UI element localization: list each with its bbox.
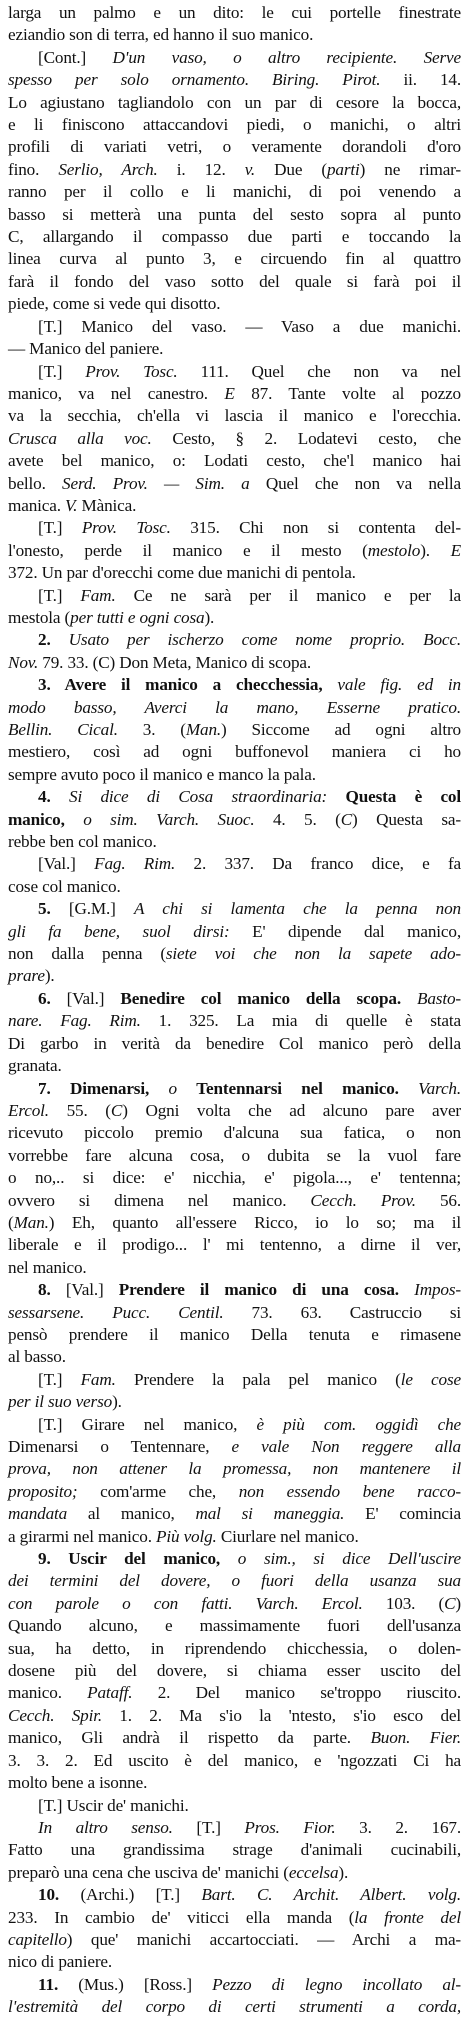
text-run: [T.] bbox=[38, 518, 82, 538]
text-run: In altro senso. bbox=[38, 1817, 197, 1837]
text-run: Tentennarsi nel manico. bbox=[196, 1078, 419, 1098]
text-line bbox=[8, 405, 461, 427]
text-run: Man. bbox=[13, 1212, 49, 1232]
text-run: Varch. bbox=[418, 1078, 462, 1098]
text-run: Due ( bbox=[274, 159, 327, 179]
text-line bbox=[8, 1884, 461, 1906]
text-run: o bbox=[168, 1078, 197, 1098]
text-run: per il suo verso bbox=[8, 1392, 113, 1412]
text-run: 8. bbox=[38, 1280, 66, 1300]
text-run: ) Questa sa- bbox=[352, 809, 461, 829]
text-run: [T.] Uscir de' manichi. bbox=[38, 1795, 189, 1815]
text-run: mestola ( bbox=[8, 607, 71, 627]
text-run: ) bbox=[455, 1593, 461, 1613]
text-line bbox=[8, 809, 461, 831]
text-run: Bellin. Cical. bbox=[8, 720, 143, 739]
text-run: ) que' manichi accartocciati. — Archi a ma- bbox=[66, 1929, 461, 1949]
text-run: Serd. Prov. — Sim. a bbox=[62, 473, 266, 493]
text-line bbox=[8, 831, 461, 853]
text-line bbox=[8, 1391, 461, 1413]
text-run: l'estremità del corpo di certi strumenti a corda, bbox=[8, 1997, 461, 2017]
text-line bbox=[8, 1750, 461, 1772]
text-line bbox=[8, 517, 461, 539]
text-run: ). bbox=[44, 966, 55, 986]
text-line bbox=[8, 226, 461, 248]
text-line bbox=[8, 248, 461, 270]
text-line bbox=[8, 338, 461, 360]
text-run: ). bbox=[112, 1392, 122, 1412]
text-run: Quando alcuno, e massimamente fuori dell'usanza bbox=[8, 1616, 461, 1636]
text-run: è più com. oggidì che bbox=[256, 1414, 461, 1434]
text-run: v. bbox=[244, 159, 275, 179]
text-run: [Cont.] bbox=[38, 47, 113, 67]
text-run: 6. bbox=[38, 988, 67, 1008]
text-line bbox=[8, 1122, 461, 1144]
text-run: 9. Uscir del manico, bbox=[38, 1549, 238, 1569]
text-line bbox=[8, 114, 461, 136]
text-run: preparò una cena che usciva de' manichi ( bbox=[8, 1862, 289, 1882]
text-line bbox=[8, 1772, 461, 1794]
text-line bbox=[8, 1593, 461, 1615]
text-run: manica. bbox=[8, 495, 66, 515]
text-run: Mànica. bbox=[81, 495, 137, 515]
text-run: E bbox=[450, 540, 461, 560]
text-run: prare bbox=[8, 966, 45, 986]
text-run: molto bene a isonne. bbox=[8, 1773, 148, 1793]
text-run: ( bbox=[8, 1212, 14, 1232]
text-run: Prov. Tosc. bbox=[85, 361, 201, 381]
text-line bbox=[8, 921, 461, 943]
text-run: [T.] bbox=[196, 1817, 245, 1837]
text-run: Fam. bbox=[80, 585, 134, 605]
text-line bbox=[8, 898, 461, 920]
text-run: vale fig. ed in bbox=[337, 675, 461, 695]
text-run: liberale e il prodigo... l' mi tentenno, a dirne il ver, bbox=[8, 1235, 461, 1255]
text-run: ) ne rimar- bbox=[359, 159, 461, 179]
text-line bbox=[8, 1279, 461, 1301]
text-run: ). bbox=[338, 1862, 349, 1882]
text-run: farà il fondo del vaso sotto del quale si farà poi il bbox=[8, 271, 461, 291]
text-run: sempre avuto poco il manico e manco la pala. bbox=[8, 764, 316, 784]
text-run: 2. 337. Da franco dice, e fa bbox=[193, 854, 462, 874]
text-run: i. 12. bbox=[176, 159, 245, 179]
text-run: manico, bbox=[8, 809, 84, 829]
text-run: [T.] Girare nel manico, bbox=[38, 1414, 257, 1434]
text-run: ovvero si dimena nel manico. bbox=[8, 1190, 311, 1210]
text-run: 1. 2. Ma s'io la 'ntesto, s'io esco del bbox=[119, 1705, 461, 1725]
text-line bbox=[8, 652, 461, 674]
text-line bbox=[8, 965, 461, 987]
text-run: spesso per solo ornamento. Biring. Pirot. bbox=[8, 70, 404, 90]
text-run: eccelsa bbox=[288, 1862, 339, 1882]
text-line bbox=[8, 786, 461, 808]
text-line bbox=[8, 450, 461, 472]
text-line bbox=[8, 674, 461, 696]
text-run: ii. 14. bbox=[403, 70, 461, 90]
text-run: C bbox=[110, 1100, 123, 1120]
text-run: al manico, bbox=[87, 1504, 196, 1524]
text-run: o sim. Varch. Suoc. bbox=[83, 809, 273, 829]
text-run: Quel che non va nella bbox=[265, 473, 461, 493]
text-line bbox=[8, 473, 461, 495]
text-run: parti bbox=[326, 159, 360, 179]
text-run: Cecch. Prov. bbox=[310, 1190, 440, 1210]
text-run: mandata bbox=[8, 1504, 88, 1524]
text-line bbox=[8, 1078, 461, 1100]
text-run: 55. ( bbox=[66, 1100, 111, 1120]
text-line bbox=[8, 1638, 461, 1660]
text-line bbox=[8, 24, 461, 46]
text-line bbox=[8, 1010, 461, 1032]
text-line bbox=[8, 1727, 461, 1749]
text-run: manico. bbox=[8, 1683, 88, 1703]
text-line bbox=[8, 1615, 461, 1637]
text-line bbox=[8, 159, 461, 181]
text-run: nico di paniere. bbox=[8, 1952, 113, 1972]
text-run: E' comincia bbox=[365, 1504, 461, 1524]
text-run: Buon. Fier. bbox=[370, 1728, 461, 1748]
text-run: Prendere il manico di una cosa. bbox=[118, 1280, 415, 1300]
text-run: Man. bbox=[185, 720, 222, 739]
text-line bbox=[8, 1907, 461, 1929]
text-run: eziandio son di terra, ed hanno il suo manico. bbox=[8, 25, 314, 45]
text-line bbox=[8, 1302, 461, 1324]
text-run: rebbe ben col manico. bbox=[8, 832, 157, 852]
text-run: Di garbo in verità da benedire Col manico però della bbox=[8, 1033, 461, 1053]
text-run: Prov. Tosc. bbox=[81, 518, 191, 538]
text-run: com'arme che, bbox=[100, 1481, 239, 1501]
text-line bbox=[8, 1839, 461, 1861]
text-line bbox=[8, 47, 461, 69]
text-line bbox=[8, 1929, 461, 1951]
text-run: le cose bbox=[400, 1369, 461, 1389]
text-line bbox=[8, 92, 461, 114]
text-line bbox=[8, 1682, 461, 1704]
text-run: 3. 2. 167. bbox=[359, 1817, 461, 1837]
text-run: e li finiscono attaccandovi piedi, o manichi, o altri bbox=[8, 115, 461, 135]
text-run: Più volg. bbox=[156, 1526, 221, 1546]
text-run: ) Ogni volta che ad alcuno pare aver bbox=[122, 1100, 461, 1120]
text-run: con parole o con fatti. Varch. Ercol. bbox=[8, 1593, 386, 1613]
text-run: piede, come si vede qui disotto. bbox=[8, 294, 221, 314]
text-run: Nov. bbox=[8, 652, 43, 672]
text-run: 7. Dimenarsi, bbox=[38, 1078, 169, 1098]
text-run: nare. Fag. Rim. bbox=[8, 1011, 159, 1031]
text-run: Serlio, Arch. bbox=[58, 159, 177, 179]
text-run: Cesto, § 2. Lodatevi cesto, che bbox=[172, 428, 461, 448]
text-line bbox=[8, 629, 461, 651]
text-run: Bart. C. Archit. Albert. volg. bbox=[201, 1885, 462, 1905]
text-run: 3. Avere il manico a checchessia, bbox=[38, 675, 338, 695]
text-run: Prendere la pala pel manico ( bbox=[133, 1369, 401, 1389]
text-run: Ciurlare nel manico. bbox=[220, 1526, 359, 1546]
text-run: siete voi che non la sapete ado- bbox=[165, 944, 461, 964]
text-line bbox=[8, 293, 461, 315]
text-run: ) Eh, quanto all'essere Ricco, io lo so; ma il bbox=[48, 1212, 461, 1232]
text-run: Fag. Rim. bbox=[94, 854, 194, 874]
text-run: granata. bbox=[8, 1056, 62, 1076]
text-line bbox=[8, 562, 461, 584]
text-run: [T.] bbox=[38, 1369, 81, 1389]
text-line bbox=[8, 1862, 461, 1884]
text-run: Fam. bbox=[80, 1369, 134, 1389]
text-run: (Archi.) [T.] bbox=[80, 1885, 202, 1905]
text-line bbox=[8, 943, 461, 965]
text-line bbox=[8, 988, 461, 1010]
text-run: C, allargando il compasso due parti e toccando la bbox=[8, 227, 461, 247]
text-line bbox=[8, 853, 461, 875]
text-run: linea curva al punto 3, e circuendo fin al quattro bbox=[8, 249, 461, 269]
text-run: o no,.. si dice: e' nicchia, e' pigola..., e' tentenna; bbox=[8, 1168, 461, 1188]
text-run: — Manico del paniere. bbox=[8, 339, 164, 359]
text-run: mal si maneggia. bbox=[195, 1504, 366, 1524]
text-run: (Mus.) [Ross.] bbox=[78, 1974, 213, 1994]
text-run: Basto- bbox=[417, 988, 461, 1008]
text-run: Questa è col bbox=[345, 787, 461, 807]
text-run: 111. Quel che non va nel bbox=[200, 361, 461, 381]
text-run: 3. ( bbox=[142, 720, 186, 739]
text-run: 4. bbox=[38, 787, 69, 807]
text-run: l'onesto, perde il manico e il mesto ( bbox=[8, 540, 368, 560]
text-run: 1. 325. La mia di quelle è stata bbox=[158, 1011, 462, 1031]
text-run: [G.M.] bbox=[68, 899, 134, 919]
text-run: va la secchia, ch'ella vi lascia il manico e l'orecchia. bbox=[8, 406, 461, 426]
text-run: 372. Un par d'orecchi come due manichi di pentola. bbox=[8, 563, 356, 583]
text-run: ). bbox=[204, 607, 215, 627]
text-run: 56. bbox=[439, 1190, 461, 1210]
text-run: D'un vaso, o altro recipiente. Serve bbox=[112, 47, 461, 67]
text-run: 2. Del manico se'troppo riuscito. bbox=[157, 1683, 461, 1703]
text-line bbox=[8, 1795, 461, 1817]
text-run: Ce ne sarà per il manico e per la bbox=[133, 585, 461, 605]
text-line bbox=[8, 585, 461, 607]
text-run: profili di variati vetri, o veramente dorandoli d'oro bbox=[8, 137, 461, 157]
text-line bbox=[8, 383, 461, 405]
text-run: e vale Non reggere alla bbox=[231, 1437, 462, 1456]
text-line bbox=[8, 1548, 461, 1570]
text-run: basso si metterà una punta del sesto sopra al punto bbox=[8, 204, 461, 224]
text-run: [Val.] bbox=[66, 988, 121, 1008]
text-line bbox=[8, 1414, 461, 1436]
text-line bbox=[8, 1369, 461, 1391]
text-line bbox=[8, 204, 461, 226]
text-run: non essendo bene racco- bbox=[238, 1481, 461, 1501]
text-line bbox=[8, 1481, 461, 1503]
text-run: A chi si lamenta che la penna non bbox=[133, 899, 462, 919]
text-line bbox=[8, 607, 461, 629]
text-line bbox=[8, 719, 461, 741]
text-line bbox=[8, 764, 461, 786]
text-run: nel manico. bbox=[8, 1257, 87, 1277]
text-line bbox=[8, 271, 461, 293]
text-line bbox=[8, 697, 461, 719]
text-run: E' dipende dal manico, bbox=[252, 921, 461, 941]
text-line bbox=[8, 1212, 461, 1234]
text-line bbox=[8, 1705, 461, 1727]
text-run: proposito; bbox=[8, 1481, 101, 1501]
text-run: Crusca alla voc. bbox=[8, 428, 173, 448]
text-line bbox=[8, 1526, 461, 1548]
text-line bbox=[8, 181, 461, 203]
text-run: pensò prendere il manico Della tenuta e rimasene bbox=[8, 1324, 461, 1344]
text-run: Benedire col manico della scopa. bbox=[120, 988, 417, 1008]
text-run: manico, Gli andrà il rispetto da parte. bbox=[8, 1728, 371, 1748]
text-run: [Val.] bbox=[65, 1280, 119, 1300]
text-line bbox=[8, 1817, 461, 1839]
text-run: Pataff. bbox=[87, 1683, 158, 1703]
text-run: bello. bbox=[8, 473, 63, 493]
text-run: [T.] Manico del vaso. — Vaso a due manichi. bbox=[38, 316, 461, 336]
text-run: [T.] bbox=[38, 361, 86, 381]
text-line bbox=[8, 1100, 461, 1122]
text-line bbox=[8, 1974, 461, 1996]
text-line bbox=[8, 540, 461, 562]
text-line bbox=[8, 136, 461, 158]
text-run: ) Siccome ad ogni altro bbox=[221, 720, 461, 739]
text-run: Ercol. bbox=[8, 1100, 67, 1120]
text-run: C bbox=[340, 809, 353, 829]
text-line bbox=[8, 1346, 461, 1368]
text-run: dosene più del dovere, si chiama esser uscito del bbox=[8, 1661, 461, 1681]
text-run: cose col manico. bbox=[8, 876, 121, 896]
text-line bbox=[8, 1570, 461, 1592]
text-run: C bbox=[444, 1593, 456, 1613]
text-run: o sim., si dice Dell'uscire bbox=[237, 1549, 461, 1569]
text-run: ranno per il collo e li manichi, di poi venendo a bbox=[8, 182, 461, 202]
text-run: 3. 3. 2. Ed uscito è del manico, e 'ngozzati Ci ha bbox=[8, 1750, 461, 1770]
text-run: larga un palmo e un dito: le cui portelle finestrate bbox=[8, 3, 461, 22]
text-run: 4. 5. ( bbox=[272, 809, 341, 829]
text-run: mestiero, così ad ogni buffonevol maniera ci ho bbox=[8, 742, 461, 762]
text-run: E bbox=[224, 383, 252, 403]
text-run: ). bbox=[420, 540, 451, 560]
text-line bbox=[8, 1190, 461, 1212]
text-line bbox=[8, 316, 461, 338]
text-run: Fatto una grandissima strage d'animali cucinabili, bbox=[8, 1840, 461, 1860]
text-run: mestolo bbox=[367, 540, 421, 560]
text-line bbox=[8, 1033, 461, 1055]
text-run: avete bel manico, o: Lodati cesto, che'l manico hai bbox=[8, 451, 461, 471]
text-run: modo basso, Averci la mano, Esserne pratico. bbox=[8, 697, 461, 717]
text-line bbox=[8, 876, 461, 898]
text-line bbox=[8, 1951, 461, 1973]
text-run: al basso. bbox=[8, 1347, 66, 1367]
text-run: 315. Chi non si contenta del- bbox=[190, 518, 462, 538]
text-run: capitello bbox=[8, 1929, 67, 1949]
text-run: V. bbox=[65, 495, 82, 515]
text-run: sessarsene. Pucc. Centil. bbox=[8, 1302, 252, 1322]
text-run: per tutti e ogni cosa bbox=[70, 607, 205, 627]
text-run: 87. Tante volte al pozzo bbox=[251, 383, 461, 403]
text-run: a girarmi nel manico. bbox=[8, 1526, 156, 1546]
text-run: 79. 33. (C) Don Meta, Manico di scopa. bbox=[42, 652, 312, 672]
text-line bbox=[8, 428, 461, 450]
text-run: Usato per ischerzo come nome proprio. Bocc. bbox=[68, 630, 461, 650]
text-line bbox=[8, 495, 461, 517]
text-line bbox=[8, 1145, 461, 1167]
text-line bbox=[8, 1458, 461, 1480]
text-run: Impos- bbox=[414, 1280, 461, 1300]
text-run: Dimenarsi o Tentennare, bbox=[8, 1437, 232, 1456]
text-run: 73. 63. Castruccio si bbox=[251, 1302, 461, 1322]
text-line bbox=[8, 1996, 461, 2018]
text-line bbox=[8, 1167, 461, 1189]
text-run: Pezzo di legno incollato al- bbox=[212, 1974, 461, 1994]
text-run: la fronte del bbox=[354, 1907, 461, 1927]
text-line bbox=[8, 361, 461, 383]
text-line bbox=[8, 69, 461, 91]
text-line bbox=[8, 1503, 461, 1525]
text-run: manico, va nel canestro. bbox=[8, 383, 225, 403]
text-run: 103. ( bbox=[385, 1593, 445, 1613]
text-line bbox=[8, 1324, 461, 1346]
text-run: Cecch. Spir. bbox=[8, 1705, 120, 1725]
text-line bbox=[8, 2, 461, 24]
text-run: 11. bbox=[38, 1974, 79, 1994]
text-line bbox=[8, 1257, 461, 1279]
text-run: gli fa bene, suol dirsi: bbox=[8, 921, 253, 941]
text-line bbox=[8, 741, 461, 763]
text-run: fino. bbox=[8, 159, 59, 179]
text-line bbox=[8, 1234, 461, 1256]
text-run: 2. bbox=[38, 630, 69, 650]
text-run: 5. bbox=[38, 899, 69, 919]
text-run: [Val.] bbox=[38, 854, 95, 874]
text-line bbox=[8, 1660, 461, 1682]
text-run: non dalla penna ( bbox=[8, 944, 166, 964]
text-run: 10. bbox=[38, 1885, 81, 1905]
text-run: Lo agiustano tagliandolo con un par di cesore la bocca, bbox=[8, 92, 461, 112]
text-run: vorrebbe fare alcuna cosa, o dubita se la vuol fare bbox=[8, 1145, 461, 1165]
text-run: ricevuto piccolo premio d'alcuna sua fatica, o non bbox=[8, 1123, 461, 1143]
text-run: prova, non attener la promessa, non mantenere il bbox=[8, 1459, 461, 1479]
text-run: Pros. Fior. bbox=[244, 1817, 360, 1837]
text-run: [T.] bbox=[38, 585, 81, 605]
text-run: 233. In cambio de' viticci ella manda ( bbox=[8, 1907, 355, 1927]
text-run: sua, ha detto, in riprendendo chicchessia, o dolen- bbox=[8, 1638, 461, 1658]
text-run: dei termini del dovere, o fuori della usanza sua bbox=[8, 1571, 461, 1591]
text-run: Si dice di Cosa straordinaria: bbox=[69, 787, 346, 807]
text-line bbox=[8, 1436, 461, 1458]
text-line bbox=[8, 1055, 461, 1077]
